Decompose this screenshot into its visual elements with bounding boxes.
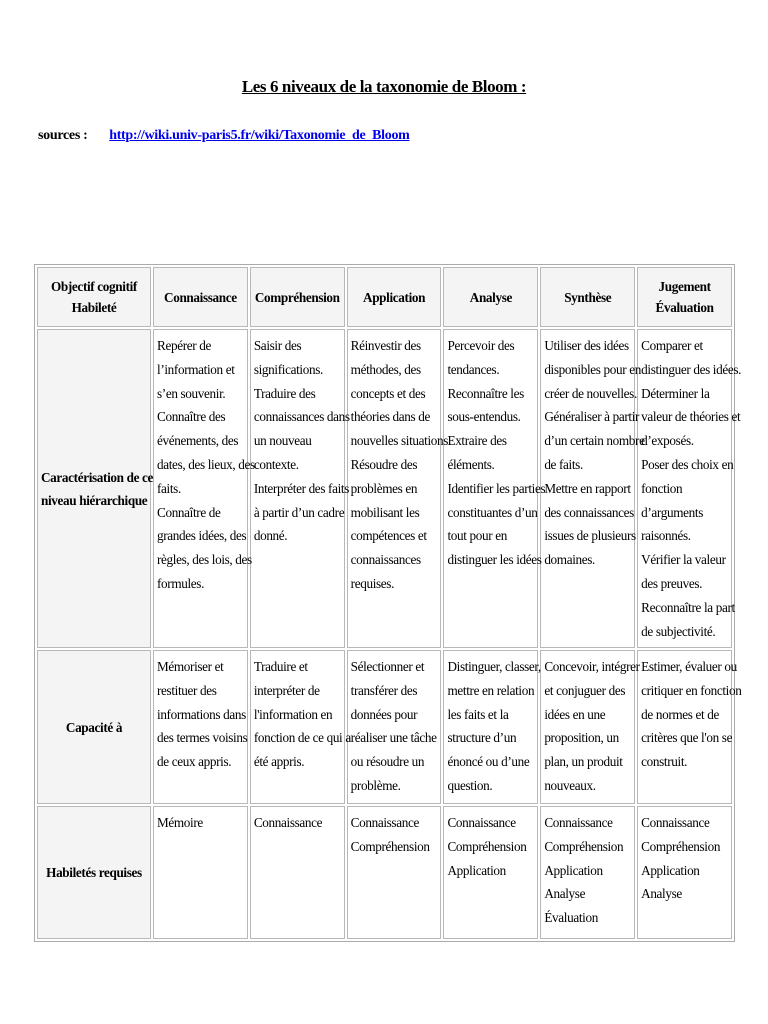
cell-evaluation	[637, 329, 742, 648]
cell-text-line: l’information et	[157, 361, 235, 377]
cell-text-line: des preuves.	[641, 575, 703, 591]
cell-text-line: Estimer, évaluer ou	[641, 659, 737, 674]
cell-text-line: Mémoriser et	[157, 659, 224, 674]
cell-application	[347, 650, 442, 804]
cell-text-line: Connaître de	[157, 504, 221, 520]
cell-text-line: les faits et la	[447, 706, 509, 722]
cell-text-line: de ceux appris.	[157, 754, 232, 770]
cell-text-line: Vérifier la valeur	[641, 552, 726, 568]
cell-text-line: problème.	[350, 777, 401, 793]
cell-text-line: concepts et des	[350, 385, 426, 401]
cell-text-line: et conjuguer des	[544, 682, 626, 698]
row-label	[37, 806, 151, 939]
header-comprehension	[250, 267, 345, 327]
cell-text-line: issues de plusieurs	[544, 528, 636, 544]
cell-text-line: données pour	[350, 706, 418, 722]
cell-text-line: Utiliser des idées	[544, 338, 629, 353]
cell-text-line: Traduire et	[253, 659, 308, 674]
cell-text-line: créer de nouvelles.	[544, 385, 637, 401]
cell-text-line: été appris.	[253, 754, 305, 770]
cell-text-line: critères que l'on se	[641, 730, 733, 746]
cell-connaissance	[153, 650, 248, 804]
cell-text-line: raisonnés.	[641, 528, 691, 544]
cell-text-line: Généraliser à partir	[544, 409, 640, 425]
cell-text-line: requises.	[350, 575, 395, 591]
cell-text-line: Compréhension	[544, 838, 624, 854]
cell-text-line: problèmes en	[350, 480, 418, 496]
cell-text-line: Extraire des	[447, 433, 507, 449]
cell-text-line: Mettre en rapport	[544, 480, 631, 496]
cell-text-line: contexte.	[253, 456, 299, 472]
cell-text-line: Application	[641, 862, 700, 878]
cell-text-line: Compréhension	[350, 838, 430, 854]
cell-text-line: tout pour en	[447, 528, 508, 544]
cell-text-line: Résoudre des	[350, 456, 418, 472]
cell-text-line: un nouveau	[253, 433, 312, 449]
cell-text-line: connaissances dans	[253, 409, 350, 425]
cell-text-line: distinguer des idées.	[641, 361, 742, 377]
cell-text-line: méthodes, des	[350, 361, 421, 377]
cell-text-line: idées en une	[544, 706, 606, 722]
sources-link[interactable]: http://wiki.univ-paris5.fr/wiki/Taxonomie_de_Bloom	[109, 128, 410, 143]
cell-text-line: Reconnaître les	[447, 385, 524, 401]
header-line: Compréhension	[254, 289, 340, 305]
cell-text-line: d’arguments	[641, 504, 703, 520]
cell-application	[347, 806, 442, 939]
cell-text-line: Application	[447, 862, 506, 878]
cell-text-line: fonction de ce qui a	[253, 730, 351, 746]
cell-text-line: nouveaux.	[544, 777, 596, 793]
header-corner-line: Habileté	[71, 300, 117, 315]
row-label-line: Capacité à	[65, 719, 123, 735]
cell-text-line: Connaissance	[350, 815, 419, 830]
cell-text-line: grandes idées, des	[157, 528, 247, 544]
row-label	[37, 329, 154, 648]
cell-text-line: de faits.	[544, 456, 583, 472]
row-label-line: Habiletés requises	[46, 865, 142, 880]
cell-text-line: de subjectivité.	[641, 623, 716, 639]
cell-application	[347, 329, 451, 648]
cell-text-line: construit.	[641, 754, 688, 770]
cell-comprehension	[250, 329, 350, 648]
cell-text-line: mobilisant les	[350, 504, 420, 520]
cell-text-line: Application	[544, 862, 603, 878]
cell-text-line: fonction	[641, 480, 683, 496]
header-line: Application	[363, 289, 426, 305]
cell-text-line: Poser des choix en	[641, 456, 734, 472]
cell-text-line: dates, des lieux, des	[157, 456, 255, 472]
cell-text-line: réaliser une tâche	[350, 730, 437, 746]
cell-analyse	[443, 329, 546, 648]
cell-text-line: règles, des lois, des	[157, 552, 252, 568]
cell-text-line: s’en souvenir.	[157, 385, 226, 401]
cell-text-line: de normes et de	[641, 706, 720, 722]
header-corner	[37, 267, 151, 327]
cell-text-line: Connaissance	[447, 815, 516, 830]
cell-text-line: Déterminer la	[641, 385, 710, 401]
sources-line	[38, 128, 410, 144]
cell-text-line: Percevoir des	[447, 338, 515, 353]
cell-text-line: Comparer et	[641, 338, 703, 353]
cell-text-line: disponibles pour en	[544, 361, 641, 377]
cell-text-line: Concevoir, intégrer	[544, 659, 640, 674]
document-title: Les 6 niveaux de la taxonomie de Bloom :	[241, 77, 527, 96]
row-label-line: Caractérisation de ce	[41, 469, 154, 485]
cell-text-line: des connaissances	[544, 504, 634, 520]
cell-text-line: Connaître des	[157, 409, 226, 425]
header-connaissance	[153, 267, 248, 327]
cell-text-line: compétences et	[350, 528, 427, 544]
cell-text-line: question.	[447, 777, 493, 793]
cell-text-line: nouvelles situations.	[350, 433, 451, 449]
row-habiletes	[37, 806, 732, 939]
cell-text-line: Mémoire	[157, 815, 203, 830]
cell-evaluation	[637, 806, 732, 939]
sources-label: sources :	[38, 128, 88, 143]
bloom-taxonomy-table	[34, 264, 742, 942]
header-synthese	[540, 267, 635, 327]
cell-text-line: faits.	[157, 480, 181, 496]
cell-connaissance	[153, 806, 248, 939]
header-corner-line: Objectif cognitif	[51, 279, 137, 294]
header-application	[347, 267, 442, 327]
header-line: Connaissance	[164, 289, 237, 305]
cell-text-line: mettre en relation	[447, 682, 535, 698]
cell-evaluation	[637, 650, 742, 804]
cell-text-line: proposition, un	[544, 730, 619, 746]
cell-text-line: Analyse	[544, 886, 586, 902]
cell-text-line: transférer des	[350, 682, 418, 698]
cell-text-line: Analyse	[641, 886, 682, 902]
cell-text-line: Compréhension	[641, 838, 721, 854]
cell-text-line: Saisir des	[253, 338, 302, 353]
cell-text-line: tendances.	[447, 361, 500, 377]
cell-analyse	[443, 806, 538, 939]
cell-text-line: sous-entendus.	[447, 409, 521, 425]
cell-text-line: significations.	[253, 361, 323, 377]
cell-connaissance	[153, 329, 255, 648]
header-row	[37, 267, 732, 327]
cell-text-line: valeur de théories et	[641, 409, 741, 425]
row-caracterisation	[37, 329, 732, 648]
cell-synthese	[540, 650, 640, 804]
cell-text-line: Connaissance	[544, 815, 613, 830]
header-line: Évaluation	[655, 300, 714, 315]
cell-text-line: Connaissance	[253, 815, 323, 830]
cell-text-line: d’exposés.	[641, 433, 694, 449]
cell-text-line: structure d’un	[447, 730, 517, 746]
header-line: Jugement	[658, 279, 711, 294]
header-line: Synthèse	[564, 289, 612, 305]
cell-text-line: Repérer de	[157, 338, 211, 353]
cell-text-line: connaissances	[350, 552, 421, 568]
cell-text-line: des termes voisins	[157, 730, 248, 746]
cell-text-line: ou résoudre un	[350, 754, 425, 770]
cell-text-line: Interpréter des faits	[253, 480, 349, 496]
cell-text-line: Évaluation	[544, 910, 598, 926]
cell-text-line: d’un certain nombre	[544, 433, 645, 449]
cell-comprehension	[250, 806, 345, 939]
cell-text-line: domaines.	[544, 552, 596, 568]
cell-text-line: critiquer en fonction	[641, 682, 742, 698]
cell-text-line: à partir d’un cadre	[253, 504, 345, 520]
cell-text-line: Réinvestir des	[350, 338, 421, 353]
cell-synthese	[540, 806, 635, 939]
cell-text-line: restituer des	[157, 682, 217, 698]
header-analyse	[443, 267, 538, 327]
cell-text-line: événements, des	[157, 433, 239, 449]
cell-text-line: informations dans	[157, 706, 246, 722]
cell-text-line: énoncé ou d’une	[447, 754, 530, 770]
row-capacite	[37, 650, 732, 804]
header-line: Analyse	[469, 289, 513, 305]
cell-text-line: Connaissance	[641, 815, 710, 830]
cell-text-line: Compréhension	[447, 838, 527, 854]
header-jugement-evaluation	[637, 267, 732, 327]
cell-text-line: plan, un produit	[544, 754, 623, 770]
cell-comprehension	[250, 650, 351, 804]
row-label-line: niveau hiérarchique	[41, 492, 148, 508]
cell-text-line: théories dans de	[350, 409, 431, 425]
cell-text-line: Identifier les parties	[447, 480, 546, 496]
cell-text-line: Reconnaître la part	[641, 599, 735, 615]
row-label	[37, 650, 151, 804]
cell-text-line: constituantes d’un	[447, 504, 538, 520]
cell-analyse	[443, 650, 541, 804]
cell-synthese	[540, 329, 645, 648]
cell-text-line: l'information en	[253, 706, 333, 722]
cell-text-line: distinguer les idées	[447, 552, 542, 568]
cell-text-line: donné.	[253, 528, 288, 544]
cell-text-line: Distinguer, classer,	[447, 659, 541, 674]
cell-text-line: éléments.	[447, 456, 495, 472]
cell-text-line: Traduire des	[253, 385, 316, 401]
cell-text-line: formules.	[157, 575, 205, 591]
cell-text-line: Sélectionner et	[350, 659, 425, 674]
cell-text-line: interpréter de	[253, 682, 320, 698]
